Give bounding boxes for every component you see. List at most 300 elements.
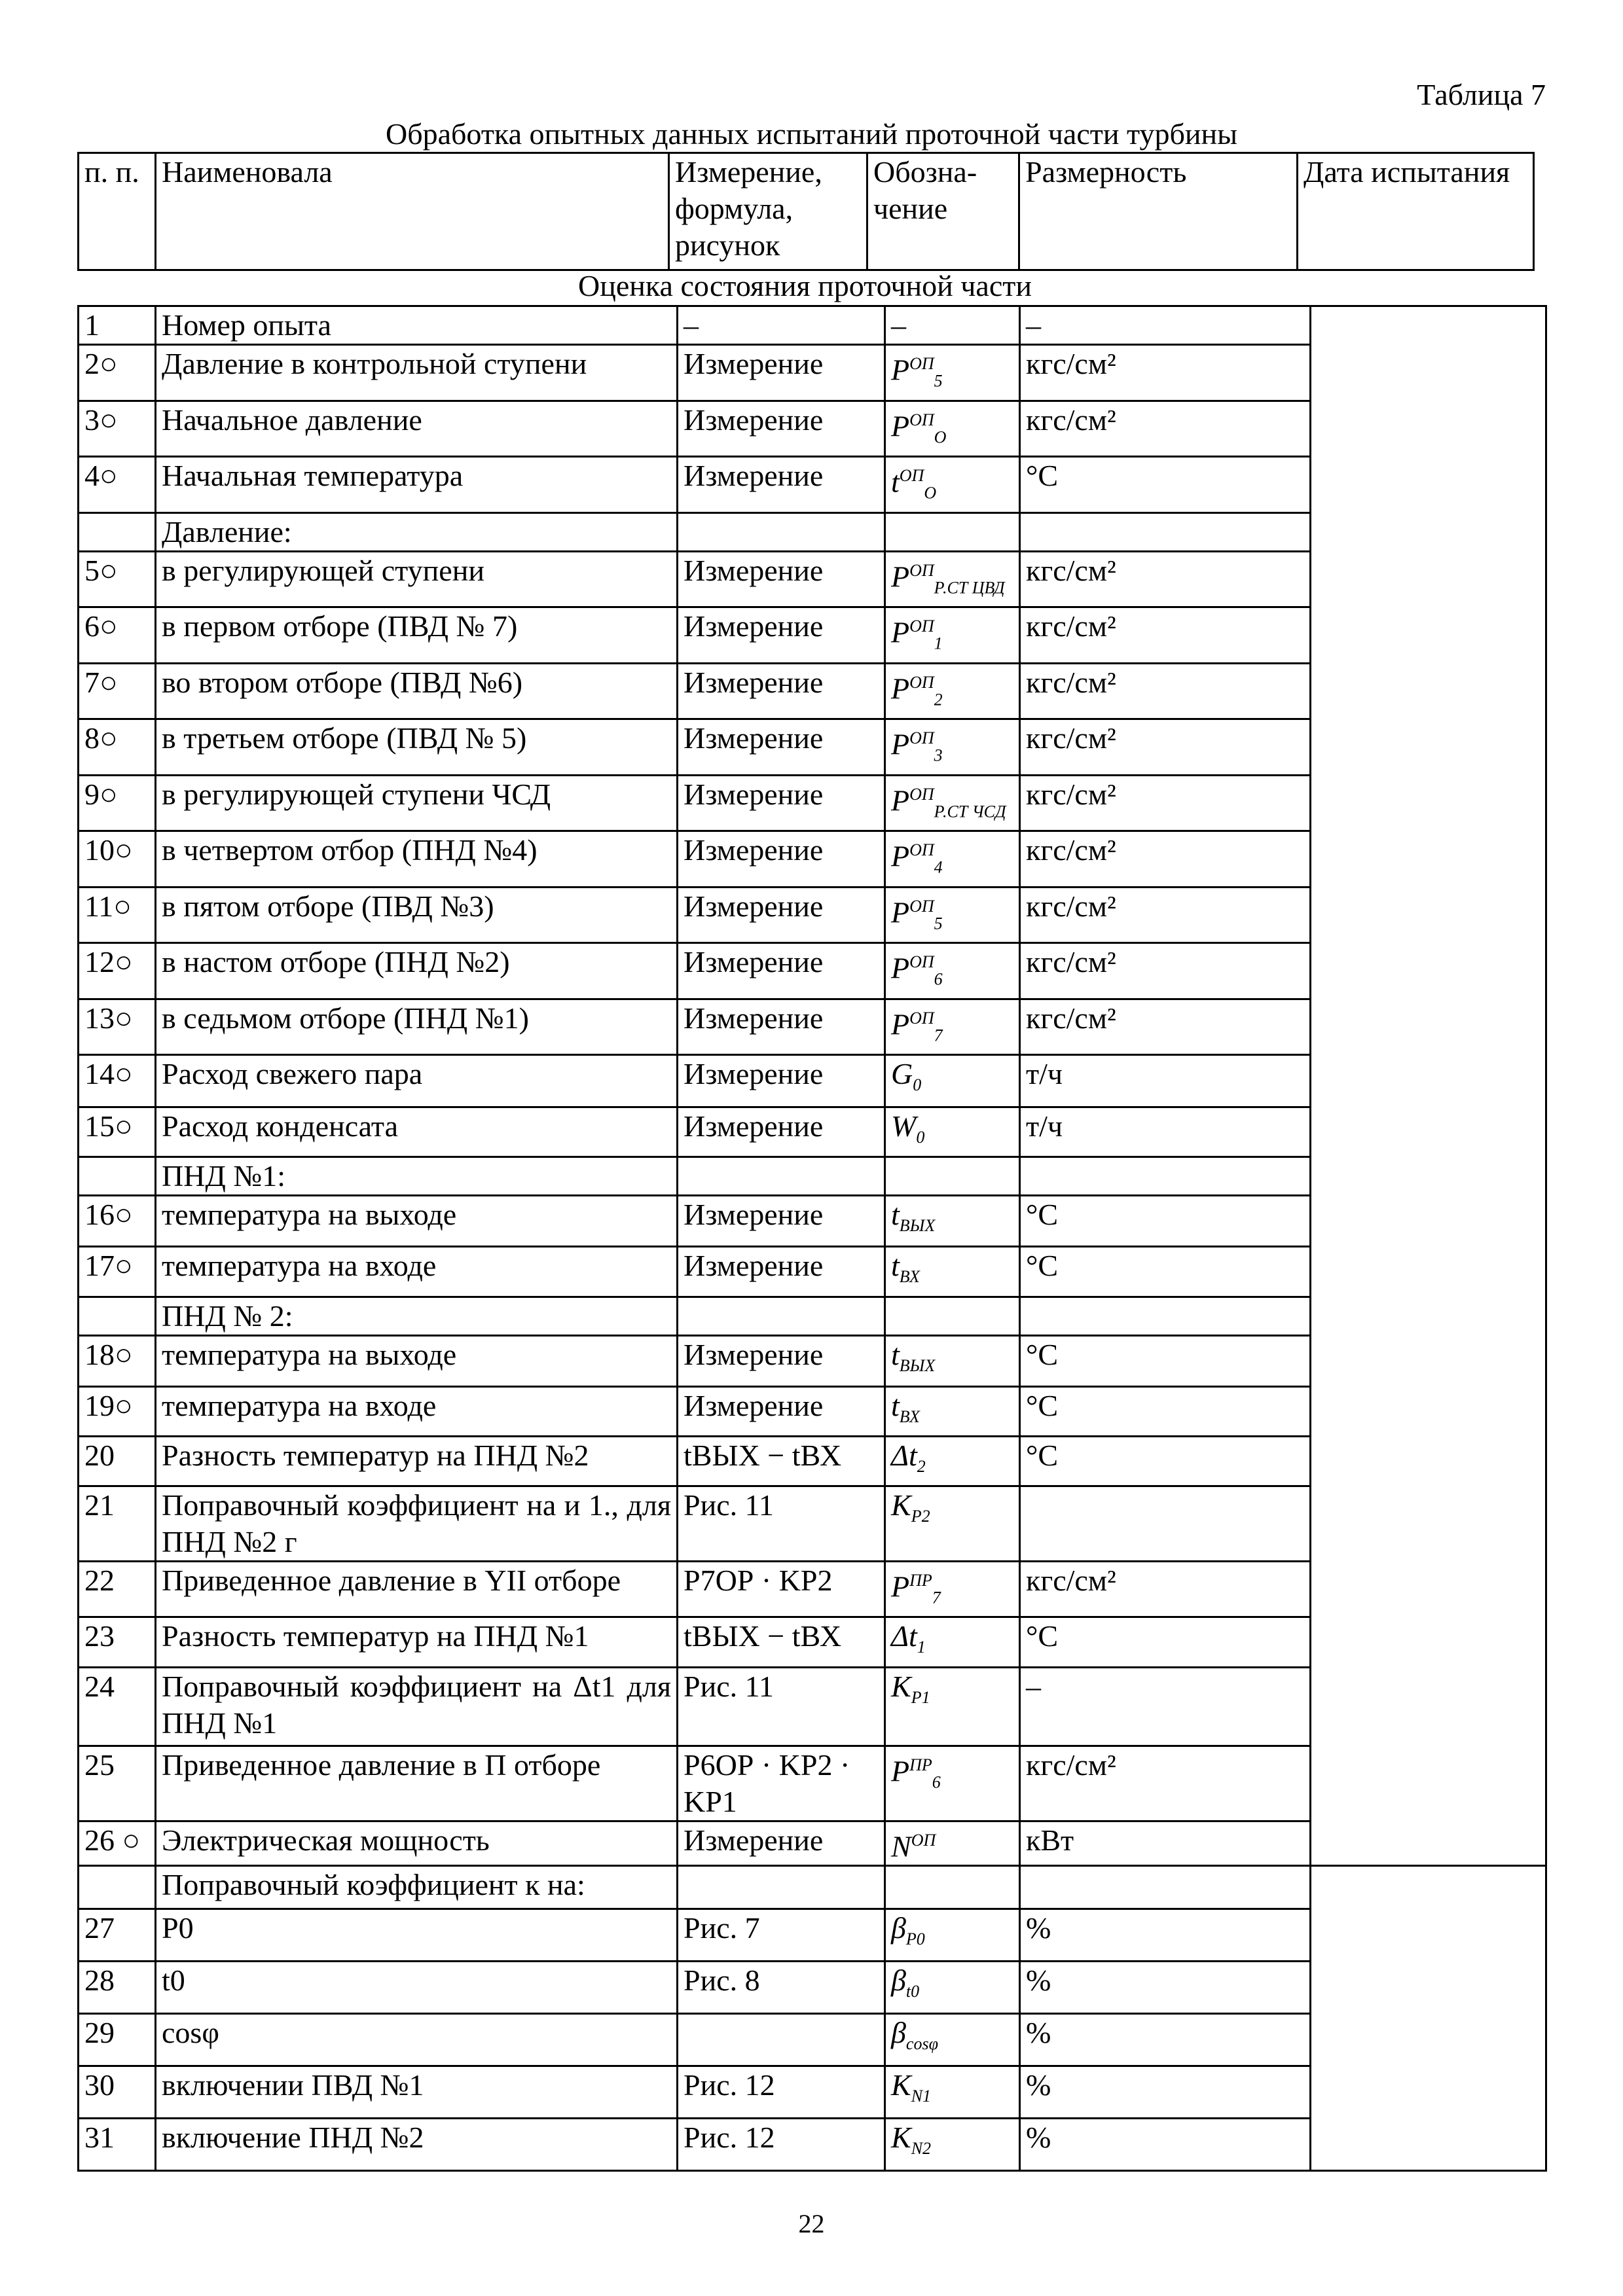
row-unit: кгс/см² — [1020, 345, 1311, 401]
symbol-superscript: ОП — [909, 840, 934, 860]
row-unit: % — [1020, 2013, 1311, 2066]
symbol-subscript: 3 — [934, 745, 943, 765]
row-date-cell — [1311, 1746, 1546, 1821]
row-number: 27 — [79, 1909, 156, 1961]
row-date-cell — [1311, 1107, 1546, 1157]
table-row — [79, 457, 1546, 513]
table-row — [79, 1157, 1546, 1196]
row-date-cell — [1311, 2066, 1546, 2118]
row-symbol — [885, 1247, 1020, 1297]
page-number: 22 — [798, 2209, 825, 2238]
row-unit: – — [1020, 306, 1311, 345]
row-number — [79, 1865, 156, 1909]
row-name: Начальное давление — [156, 401, 678, 457]
symbol-subscript: ВЫХ — [899, 1355, 936, 1375]
row-date-cell — [1311, 1865, 1546, 1909]
row-number: 22 — [79, 1561, 156, 1617]
row-name: во втором отборе (ПВД №6) — [156, 663, 678, 719]
header-row — [79, 153, 1534, 270]
row-number: 6○ — [79, 607, 156, 664]
row-name: в третьем отборе (ПВД № 5) — [156, 719, 678, 776]
row-date-cell — [1311, 457, 1546, 513]
table-row — [79, 775, 1546, 831]
symbol-base: t — [891, 1337, 900, 1371]
table-row — [79, 2013, 1546, 2066]
row-unit — [1020, 1297, 1311, 1335]
row-number: 3○ — [79, 401, 156, 457]
symbol-base: β — [891, 1963, 906, 1997]
symbol-subscript: 4 — [934, 857, 943, 877]
row-unit — [1020, 1157, 1311, 1196]
row-unit — [1020, 512, 1311, 551]
row-symbol — [885, 1486, 1020, 1561]
row-unit — [1020, 1486, 1311, 1561]
row-number: 14○ — [79, 1055, 156, 1107]
row-date-cell — [1311, 1335, 1546, 1386]
row-date-cell — [1311, 607, 1546, 664]
row-symbol — [885, 719, 1020, 776]
row-method: Измерение — [678, 1821, 885, 1865]
symbol-base: N — [891, 1829, 911, 1863]
symbol-base: P — [891, 353, 910, 387]
row-number — [79, 512, 156, 551]
row-date-cell — [1311, 887, 1546, 943]
row-name: Давление: — [156, 512, 678, 551]
row-name: Поправочный коэффициент на Δt1 для ПНД №1 — [156, 1667, 678, 1746]
table-row — [79, 999, 1546, 1055]
symbol-base: β — [891, 2015, 906, 2049]
symbol-subscript: P1 — [911, 1687, 930, 1707]
row-symbol — [885, 1746, 1020, 1821]
row-date-cell — [1311, 775, 1546, 831]
row-unit: – — [1020, 1667, 1311, 1746]
row-symbol — [885, 663, 1020, 719]
row-method: Рис. 11 — [678, 1486, 885, 1561]
row-number: 16○ — [79, 1196, 156, 1247]
row-method: Рис. 12 — [678, 2118, 885, 2170]
row-method: Измерение — [678, 831, 885, 888]
symbol-base: P — [891, 783, 910, 817]
row-date-cell — [1311, 2013, 1546, 2066]
row-number — [79, 1297, 156, 1335]
symbol-subscript: 5 — [934, 371, 943, 391]
row-number: 26 ○ — [79, 1821, 156, 1865]
row-name: в первом отборе (ПВД № 7) — [156, 607, 678, 664]
symbol-subscript: t0 — [905, 1982, 920, 2001]
row-unit: кВт — [1020, 1821, 1311, 1865]
row-number: 24 — [79, 1667, 156, 1746]
symbol-base: P — [891, 1753, 910, 1787]
row-symbol — [885, 2066, 1020, 2118]
row-symbol — [885, 457, 1020, 513]
symbol-subscript: N2 — [911, 2139, 932, 2159]
row-unit: °С — [1020, 1247, 1311, 1297]
document-title: Обработка опытных данных испытаний проточной части турбины — [385, 117, 1238, 151]
table-row — [79, 1196, 1546, 1247]
row-name: включении ПВД №1 — [156, 2066, 678, 2118]
row-name: температура на выходе — [156, 1196, 678, 1247]
row-method: Измерение — [678, 457, 885, 513]
symbol-base: P — [891, 839, 910, 873]
row-unit: т/ч — [1020, 1055, 1311, 1107]
table-row — [79, 607, 1546, 664]
row-date-cell — [1311, 1909, 1546, 1961]
symbol-base: W — [891, 1109, 917, 1143]
row-method: Рис. 8 — [678, 1961, 885, 2013]
row-date-cell — [1311, 1196, 1546, 1247]
row-symbol — [885, 1909, 1020, 1961]
row-symbol — [885, 775, 1020, 831]
table-row — [79, 1486, 1546, 1561]
symbol-subscript: 6 — [932, 1772, 941, 1792]
symbol-subscript: ВХ — [899, 1407, 920, 1426]
row-method — [678, 512, 885, 551]
row-date-cell — [1311, 1667, 1546, 1746]
symbol-subscript: О — [934, 427, 947, 447]
row-date-cell — [1311, 512, 1546, 551]
row-number: 28 — [79, 1961, 156, 2013]
symbol-superscript: ОП — [909, 354, 934, 373]
table-row — [79, 663, 1546, 719]
row-name: в регулирующей ступени ЧСД — [156, 775, 678, 831]
row-name: Давление в контрольной ступени — [156, 345, 678, 401]
symbol-base: t — [891, 465, 900, 499]
symbol-base: t — [891, 1249, 900, 1283]
table-row — [79, 1107, 1546, 1157]
row-unit: кгс/см² — [1020, 831, 1311, 888]
row-name: температура на выходе — [156, 1335, 678, 1386]
row-unit: кгс/см² — [1020, 887, 1311, 943]
row-number: 18○ — [79, 1335, 156, 1386]
row-method: Рис. 7 — [678, 1909, 885, 1961]
symbol-base: – — [891, 308, 906, 342]
row-number: 5○ — [79, 551, 156, 607]
symbol-superscript: ОП — [899, 466, 924, 486]
row-date-cell — [1311, 831, 1546, 888]
row-number: 20 — [79, 1436, 156, 1486]
symbol-base: Δt — [891, 1438, 917, 1472]
row-symbol — [885, 1436, 1020, 1486]
data-table — [77, 305, 1547, 2172]
row-date-cell — [1311, 999, 1546, 1055]
row-method: Измерение — [678, 719, 885, 776]
table-row — [79, 887, 1546, 943]
symbol-subscript: N1 — [911, 2087, 932, 2106]
row-number: 12○ — [79, 943, 156, 999]
row-number: 21 — [79, 1486, 156, 1561]
row-unit: кгс/см² — [1020, 1746, 1311, 1821]
table-row — [79, 719, 1546, 776]
row-symbol — [885, 1335, 1020, 1386]
symbol-superscript: ОП — [909, 1008, 934, 1028]
header-table — [77, 152, 1535, 271]
table-row — [79, 1247, 1546, 1297]
table-row — [79, 345, 1546, 401]
row-unit: кгс/см² — [1020, 607, 1311, 664]
row-number: 17○ — [79, 1247, 156, 1297]
symbol-subscript: Р.СТ ЧСД — [934, 802, 1006, 821]
row-number: 23 — [79, 1617, 156, 1667]
row-method: Измерение — [678, 551, 885, 607]
symbol-superscript: ПР — [909, 1755, 932, 1774]
row-method: Рис. 12 — [678, 2066, 885, 2118]
row-date-cell — [1311, 1617, 1546, 1667]
row-symbol — [885, 1157, 1020, 1196]
row-symbol — [885, 1821, 1020, 1865]
row-method: Измерение — [678, 607, 885, 664]
row-date-cell — [1311, 306, 1546, 345]
row-symbol — [885, 2013, 1020, 2066]
row-symbol — [885, 1961, 1020, 2013]
row-unit: % — [1020, 1961, 1311, 2013]
table-row — [79, 1055, 1546, 1107]
row-name: P0 — [156, 1909, 678, 1961]
row-unit: кгс/см² — [1020, 663, 1311, 719]
row-number: 7○ — [79, 663, 156, 719]
row-name: температура на входе — [156, 1247, 678, 1297]
table-row — [79, 401, 1546, 457]
row-name: Расход конденсата — [156, 1107, 678, 1157]
row-symbol — [885, 831, 1020, 888]
row-date-cell — [1311, 1386, 1546, 1436]
symbol-superscript: ПР — [909, 1570, 932, 1590]
row-symbol — [885, 943, 1020, 999]
row-method: Измерение — [678, 1107, 885, 1157]
row-symbol — [885, 306, 1020, 345]
row-method: Измерение — [678, 887, 885, 943]
table-row — [79, 1865, 1546, 1909]
row-name: Приведенное давление в П отборе — [156, 1746, 678, 1821]
row-name: cosφ — [156, 2013, 678, 2066]
row-symbol — [885, 1055, 1020, 1107]
row-unit: °С — [1020, 1335, 1311, 1386]
header-col-unit: Размерность — [1019, 153, 1298, 270]
row-number: 13○ — [79, 999, 156, 1055]
row-method: Рис. 11 — [678, 1667, 885, 1746]
row-date-cell — [1311, 551, 1546, 607]
row-number: 11○ — [79, 887, 156, 943]
row-symbol — [885, 512, 1020, 551]
row-unit — [1020, 1865, 1311, 1909]
header-col-method: Измерение, формула, рисунок — [669, 153, 867, 270]
table-row — [79, 1386, 1546, 1436]
row-date-cell — [1311, 1561, 1546, 1617]
symbol-base: β — [891, 1910, 906, 1945]
symbol-base: P — [891, 408, 910, 442]
row-unit: % — [1020, 2118, 1311, 2170]
symbol-subscript: 6 — [934, 969, 943, 989]
table-row — [79, 1335, 1546, 1386]
row-name: Разность температур на ПНД №1 — [156, 1617, 678, 1667]
row-name: включение ПНД №2 — [156, 2118, 678, 2170]
table-row — [79, 1297, 1546, 1335]
row-method: Измерение — [678, 401, 885, 457]
table-row — [79, 1909, 1546, 1961]
row-symbol — [885, 401, 1020, 457]
row-number: 1 — [79, 306, 156, 345]
row-name: Номер опыта — [156, 306, 678, 345]
symbol-subscript: 1 — [934, 634, 943, 653]
row-unit: кгс/см² — [1020, 551, 1311, 607]
section-title: Оценка состояния проточной части — [578, 269, 1032, 302]
header-col-name: Наименовала — [156, 153, 669, 270]
symbol-base: P — [891, 559, 910, 593]
row-unit: % — [1020, 2066, 1311, 2118]
symbol-subscript: О — [924, 483, 937, 503]
symbol-subscript: 0 — [913, 1075, 922, 1095]
symbol-superscript: ОП — [909, 728, 934, 748]
row-method: tВЫХ − tВХ — [678, 1617, 885, 1667]
symbol-base: t — [891, 1388, 900, 1422]
row-name: в настом отборе (ПНД №2) — [156, 943, 678, 999]
row-unit: °С — [1020, 1436, 1311, 1486]
symbol-base: P — [891, 951, 910, 985]
row-method: Измерение — [678, 1055, 885, 1107]
row-unit: °С — [1020, 457, 1311, 513]
row-date-cell — [1311, 1821, 1546, 1865]
row-method: Измерение — [678, 1196, 885, 1247]
row-symbol — [885, 607, 1020, 664]
row-name: Поправочный коэффициент на и 1., для ПНД №2 г — [156, 1486, 678, 1561]
row-number: 29 — [79, 2013, 156, 2066]
row-method — [678, 1865, 885, 1909]
row-number: 30 — [79, 2066, 156, 2118]
row-unit: т/ч — [1020, 1107, 1311, 1157]
row-method: Измерение — [678, 1386, 885, 1436]
row-method: P7ОР · KP2 — [678, 1561, 885, 1617]
table-row — [79, 551, 1546, 607]
table-row — [79, 512, 1546, 551]
row-name: Поправочный коэффициент к на: — [156, 1865, 678, 1909]
symbol-subscript: 0 — [916, 1128, 925, 1147]
row-symbol — [885, 345, 1020, 401]
row-symbol — [885, 1667, 1020, 1746]
symbol-superscript: ОП — [909, 617, 934, 636]
symbol-base: Δt — [891, 1619, 917, 1653]
symbol-base: K — [891, 1488, 911, 1522]
symbol-superscript: ОП — [909, 410, 934, 429]
row-name: t0 — [156, 1961, 678, 2013]
symbol-subscript: 7 — [932, 1588, 941, 1607]
row-name: Расход свежего пара — [156, 1055, 678, 1107]
table-row — [79, 1617, 1546, 1667]
symbol-base: G — [891, 1057, 913, 1091]
row-symbol — [885, 2118, 1020, 2170]
header-col-number: п. п. — [79, 153, 156, 270]
symbol-base: K — [891, 1669, 911, 1703]
row-method: tВЫХ − tВХ — [678, 1436, 885, 1486]
row-symbol — [885, 1386, 1020, 1436]
symbol-subscript: cosφ — [905, 2034, 938, 2054]
row-method — [678, 2013, 885, 2066]
row-unit: кгс/см² — [1020, 719, 1311, 776]
row-unit: % — [1020, 1909, 1311, 1961]
symbol-subscript: P2 — [911, 1507, 930, 1526]
row-date-cell — [1311, 1297, 1546, 1335]
row-method: – — [678, 306, 885, 345]
symbol-base: P — [891, 727, 910, 761]
row-symbol — [885, 887, 1020, 943]
symbol-base: t — [891, 1198, 900, 1232]
row-number: 4○ — [79, 457, 156, 513]
table-label: Таблица 7 — [1417, 78, 1546, 111]
row-symbol — [885, 1617, 1020, 1667]
symbol-subscript: 5 — [934, 914, 943, 933]
row-number — [79, 1157, 156, 1196]
row-date-cell — [1311, 719, 1546, 776]
row-date-cell — [1311, 1157, 1546, 1196]
table-row — [79, 831, 1546, 888]
row-unit: кгс/см² — [1020, 775, 1311, 831]
row-name: в регулирующей ступени — [156, 551, 678, 607]
symbol-base: P — [891, 1570, 910, 1604]
symbol-subscript: 2 — [917, 1456, 926, 1476]
row-symbol — [885, 999, 1020, 1055]
row-method — [678, 1297, 885, 1335]
row-name: Начальная температура — [156, 457, 678, 513]
table-row — [79, 2118, 1546, 2170]
row-method: P6ОР · KP2 · KP1 — [678, 1746, 885, 1821]
symbol-subscript: 2 — [934, 690, 943, 709]
row-date-cell — [1311, 345, 1546, 401]
header-col-date: Дата испытания — [1298, 153, 1534, 270]
table-row — [79, 306, 1546, 345]
row-unit: °С — [1020, 1386, 1311, 1436]
row-method — [678, 1157, 885, 1196]
row-name: Приведенное давление в YII отборе — [156, 1561, 678, 1617]
symbol-superscript: ОП — [909, 896, 934, 916]
row-method: Измерение — [678, 1335, 885, 1386]
row-date-cell — [1311, 1436, 1546, 1486]
row-name: в пятом отборе (ПВД №3) — [156, 887, 678, 943]
row-name: в седьмом отборе (ПНД №1) — [156, 999, 678, 1055]
row-symbol — [885, 1865, 1020, 1909]
row-name: Электрическая мощность — [156, 1821, 678, 1865]
symbol-superscript: ОП — [911, 1830, 936, 1850]
row-unit: °С — [1020, 1617, 1311, 1667]
symbol-base: K — [891, 2120, 911, 2154]
row-name: Разность температур на ПНД №2 — [156, 1436, 678, 1486]
row-number: 10○ — [79, 831, 156, 888]
symbol-base: P — [891, 671, 910, 705]
row-date-cell — [1311, 943, 1546, 999]
row-date-cell — [1311, 1486, 1546, 1561]
row-method: Измерение — [678, 345, 885, 401]
symbol-superscript: ОП — [909, 560, 934, 580]
row-method: Измерение — [678, 775, 885, 831]
row-date-cell — [1311, 1055, 1546, 1107]
row-symbol — [885, 551, 1020, 607]
table-row — [79, 943, 1546, 999]
table-row — [79, 1821, 1546, 1865]
table-row — [79, 1961, 1546, 2013]
table-row — [79, 1746, 1546, 1821]
symbol-base: P — [891, 895, 910, 929]
row-date-cell — [1311, 663, 1546, 719]
symbol-base: P — [891, 1007, 910, 1041]
symbol-subscript: P0 — [905, 1929, 925, 1949]
symbol-subscript: Р.СТ ЦВД — [934, 578, 1005, 598]
table-row — [79, 2066, 1546, 2118]
row-unit: кгс/см² — [1020, 1561, 1311, 1617]
symbol-superscript: ОП — [909, 952, 934, 972]
row-date-cell — [1311, 401, 1546, 457]
row-symbol — [885, 1196, 1020, 1247]
row-unit: °С — [1020, 1196, 1311, 1247]
row-symbol — [885, 1297, 1020, 1335]
row-name: в четвертом отбор (ПНД №4) — [156, 831, 678, 888]
row-number: 25 — [79, 1746, 156, 1821]
